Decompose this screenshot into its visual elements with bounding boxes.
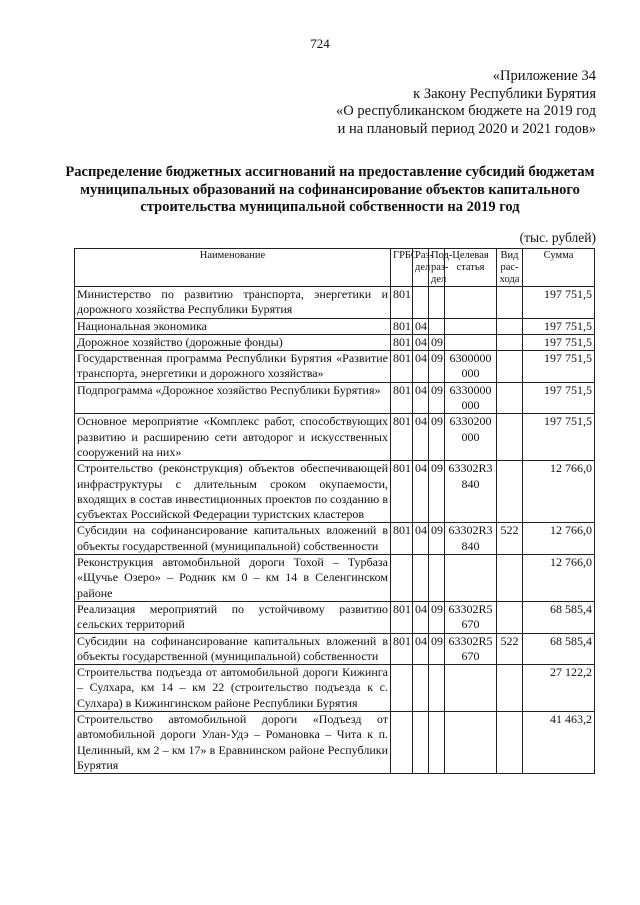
row-podrazdel-cell: 09 bbox=[429, 523, 445, 555]
row-razdel-cell bbox=[413, 555, 429, 602]
row-sum-cell: 12 766,0 bbox=[523, 523, 595, 555]
row-name-cell: Министерство по развитию транспорта, энергетики и дорожного хозяйства Республики Бурятия bbox=[75, 287, 391, 319]
row-podrazdel-cell: 09 bbox=[429, 633, 445, 665]
row-name-cell: Строительство (реконструкция) объектов обеспечивающей инфраструктуры с длительным сроком окупаемости, входящих в состав инвестиционных проектов по созданию в субъектах Российской Федерации туристских кластеров bbox=[75, 461, 391, 523]
row-vid-cell bbox=[497, 287, 523, 319]
row-vid-cell bbox=[497, 334, 523, 350]
row-podrazdel-cell: 09 bbox=[429, 414, 445, 461]
header-sum: Сумма bbox=[523, 249, 595, 287]
row-target-cell bbox=[445, 712, 497, 774]
row-sum-cell: 197 751,5 bbox=[523, 351, 595, 383]
table-row bbox=[75, 318, 595, 334]
row-podrazdel-cell bbox=[429, 287, 445, 319]
row-razdel-cell: 04 bbox=[413, 351, 429, 383]
row-target-cell: 63302R5 670 bbox=[445, 633, 497, 665]
row-target-cell bbox=[445, 334, 497, 350]
row-razdel-cell: 04 bbox=[413, 414, 429, 461]
table-row bbox=[75, 555, 595, 602]
row-razdel-cell: 04 bbox=[413, 318, 429, 334]
units-label: (тыс. рублей) bbox=[519, 230, 596, 245]
table-row bbox=[75, 382, 595, 414]
row-grbs-cell: 801 bbox=[391, 461, 413, 523]
table-header-row bbox=[75, 249, 595, 287]
row-target-cell: 63302R3 840 bbox=[445, 461, 497, 523]
row-razdel-cell: 04 bbox=[413, 461, 429, 523]
row-vid-cell bbox=[497, 461, 523, 523]
row-podrazdel-cell bbox=[429, 665, 445, 712]
row-sum-cell: 27 122,2 bbox=[523, 665, 595, 712]
table-row bbox=[75, 601, 595, 633]
budget-table bbox=[74, 248, 595, 774]
header-target: Целевая статья bbox=[445, 249, 497, 287]
table-row bbox=[75, 351, 595, 383]
row-grbs-cell: 801 bbox=[391, 414, 413, 461]
row-name-cell: Субсидии на софинансирование капитальных вложений в объекты государственной (муниципальной) собственности bbox=[75, 633, 391, 665]
row-podrazdel-cell: 09 bbox=[429, 334, 445, 350]
row-grbs-cell: 801 bbox=[391, 334, 413, 350]
row-target-cell: 6300000 000 bbox=[445, 351, 497, 383]
row-target-cell bbox=[445, 318, 497, 334]
row-sum-cell: 12 766,0 bbox=[523, 461, 595, 523]
row-vid-cell: 522 bbox=[497, 523, 523, 555]
page-number: 724 bbox=[310, 36, 330, 51]
row-razdel-cell bbox=[413, 665, 429, 712]
row-sum-cell: 68 585,4 bbox=[523, 601, 595, 633]
header-grbs: ГРБС bbox=[391, 249, 413, 287]
appendix-line: «О республиканском бюджете на 2019 год bbox=[336, 103, 596, 119]
row-vid-cell bbox=[497, 318, 523, 334]
row-vid-cell bbox=[497, 351, 523, 383]
row-target-cell bbox=[445, 555, 497, 602]
row-razdel-cell: 04 bbox=[413, 523, 429, 555]
appendix-line: «Приложение 34 bbox=[492, 68, 596, 84]
row-grbs-cell: 801 bbox=[391, 601, 413, 633]
header-podrazdel: Под-раз-дел bbox=[429, 249, 445, 287]
row-name-cell: Строительства подъезда от автомобильной дороги Кижинга – Сулхара, км 14 – км 22 (строительство подъезда к с. Сулхара) в Кижингинском районе Республики Бурятия bbox=[75, 665, 391, 712]
row-razdel-cell: 04 bbox=[413, 382, 429, 414]
row-podrazdel-cell: 09 bbox=[429, 461, 445, 523]
row-target-cell bbox=[445, 287, 497, 319]
row-razdel-cell bbox=[413, 712, 429, 774]
row-name-cell: Государственная программа Республики Бурятия «Развитие транспорта, энергетики и дорожного хозяйства» bbox=[75, 351, 391, 383]
row-grbs-cell: 801 bbox=[391, 523, 413, 555]
table-row bbox=[75, 523, 595, 555]
row-sum-cell: 12 766,0 bbox=[523, 555, 595, 602]
row-vid-cell bbox=[497, 414, 523, 461]
row-name-cell: Дорожное хозяйство (дорожные фонды) bbox=[75, 334, 391, 350]
document-title: Распределение бюджетных ассигнований на предоставление субсидий бюджетам муниципальных образований на софинансирование объектов капитального строительства муниципальной собственности на 2019 год bbox=[65, 164, 595, 215]
row-target-cell: 6330000 000 bbox=[445, 382, 497, 414]
row-target-cell bbox=[445, 665, 497, 712]
row-name-cell: Строительство автомобильной дороги «Подъезд от автомобильной дороги Улан-Удэ – Романовка – Чита к п. Целинный, км 2 – км 17» в Еравнинском районе Республики Бурятия bbox=[75, 712, 391, 774]
row-grbs-cell: 801 bbox=[391, 351, 413, 383]
row-grbs-cell bbox=[391, 665, 413, 712]
row-podrazdel-cell: 09 bbox=[429, 351, 445, 383]
row-name-cell: Подпрограмма «Дорожное хозяйство Республики Бурятия» bbox=[75, 382, 391, 414]
row-grbs-cell: 801 bbox=[391, 382, 413, 414]
row-podrazdel-cell bbox=[429, 318, 445, 334]
row-sum-cell: 197 751,5 bbox=[523, 318, 595, 334]
row-sum-cell: 197 751,5 bbox=[523, 287, 595, 319]
appendix-line: и на плановый период 2020 и 2021 годов» bbox=[337, 120, 596, 137]
row-grbs-cell bbox=[391, 712, 413, 774]
row-name-cell: Реконструкция автомобильной дороги Тохой – Турбаза «Щучье Озеро» – Родник км 0 – км 14 в Селенгинском районе bbox=[75, 555, 391, 602]
table-row bbox=[75, 633, 595, 665]
table-body bbox=[75, 287, 595, 774]
row-sum-cell: 197 751,5 bbox=[523, 382, 595, 414]
header-vid: Вид рас-хода bbox=[497, 249, 523, 287]
row-target-cell: 63302R5 670 bbox=[445, 601, 497, 633]
row-name-cell: Основное мероприятие «Комплекс работ, способствующих развитию и расширению сети автодорог и искусственных сооружений на них» bbox=[75, 414, 391, 461]
row-grbs-cell: 801 bbox=[391, 287, 413, 319]
row-razdel-cell: 04 bbox=[413, 334, 429, 350]
row-podrazdel-cell: 09 bbox=[429, 382, 445, 414]
row-name-cell: Национальная экономика bbox=[75, 318, 391, 334]
row-target-cell: 63302R3 840 bbox=[445, 523, 497, 555]
appendix-line: к Закону Республики Бурятия bbox=[413, 85, 596, 102]
table-row bbox=[75, 414, 595, 461]
table-row bbox=[75, 665, 595, 712]
table-row bbox=[75, 334, 595, 350]
row-sum-cell: 41 463,2 bbox=[523, 712, 595, 774]
row-podrazdel-cell: 09 bbox=[429, 601, 445, 633]
row-razdel-cell bbox=[413, 287, 429, 319]
row-grbs-cell: 801 bbox=[391, 318, 413, 334]
row-sum-cell: 68 585,4 bbox=[523, 633, 595, 665]
row-name-cell: Субсидии на софинансирование капитальных вложений в объекты государственной (муниципальной) собственности bbox=[75, 523, 391, 555]
table-row bbox=[75, 712, 595, 774]
row-podrazdel-cell bbox=[429, 555, 445, 602]
table-row bbox=[75, 461, 595, 523]
row-vid-cell bbox=[497, 712, 523, 774]
row-vid-cell bbox=[497, 555, 523, 602]
row-podrazdel-cell bbox=[429, 712, 445, 774]
row-vid-cell bbox=[497, 665, 523, 712]
row-vid-cell: 522 bbox=[497, 633, 523, 665]
row-name-cell: Реализация мероприятий по устойчивому развитию сельских территорий bbox=[75, 601, 391, 633]
header-razdel: Раз-дел bbox=[413, 249, 429, 287]
row-sum-cell: 197 751,5 bbox=[523, 414, 595, 461]
header-name: Наименование bbox=[75, 249, 391, 287]
row-sum-cell: 197 751,5 bbox=[523, 334, 595, 350]
row-razdel-cell: 04 bbox=[413, 601, 429, 633]
row-grbs-cell: 801 bbox=[391, 633, 413, 665]
row-grbs-cell bbox=[391, 555, 413, 602]
appendix-block bbox=[336, 68, 596, 138]
row-razdel-cell: 04 bbox=[413, 633, 429, 665]
row-target-cell: 6330200 000 bbox=[445, 414, 497, 461]
table-row bbox=[75, 287, 595, 319]
row-vid-cell bbox=[497, 382, 523, 414]
row-vid-cell bbox=[497, 601, 523, 633]
